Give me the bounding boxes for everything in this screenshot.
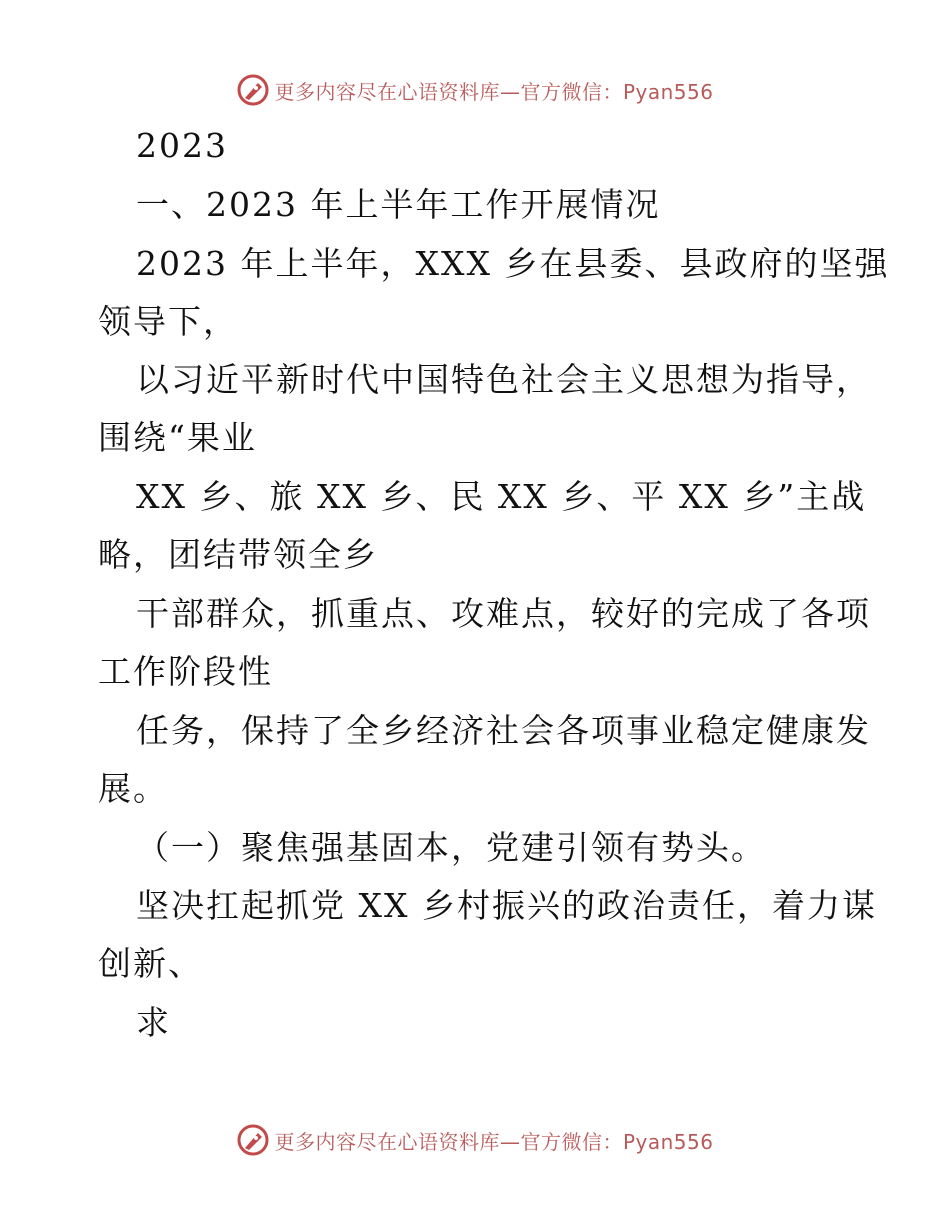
body-line: 领导下， — [98, 302, 238, 341]
body-line: 以习近平新时代中国特色社会主义思想为指导， — [136, 360, 871, 399]
body-line: 工作阶段性 — [98, 652, 273, 691]
body-line: 创新、 — [98, 944, 203, 983]
body-line: 任务，保持了全乡经济社会各项事业稳定健康发 — [136, 711, 871, 750]
body-line: 围绕“果业 — [98, 418, 257, 457]
body-line: 2023 年上半年，XXX 乡在县委、县政府的坚强 — [136, 244, 890, 283]
body-line: 干部群众，抓重点、攻难点，较好的完成了各项 — [136, 594, 871, 633]
header-watermark — [0, 70, 950, 110]
watermark-text: 更多内容尽在心语资料库—官方微信：Pyan556 — [274, 79, 714, 104]
pen-nib-logo-icon — [236, 1123, 270, 1157]
section-heading: 一、2023 年上半年工作开展情况 — [136, 185, 661, 224]
subsection-heading: （一）聚焦强基固本，党建引领有势头。 — [136, 828, 766, 867]
footer-watermark — [0, 1120, 950, 1160]
body-line: 略，团结带领全乡 — [98, 535, 378, 574]
doc-year-heading: 2023 — [136, 126, 228, 165]
watermark-text: 更多内容尽在心语资料库—官方微信：Pyan556 — [274, 1129, 714, 1154]
body-line: 展。 — [98, 769, 168, 808]
body-line: 求 — [136, 1003, 171, 1042]
body-line: XX 乡、旅 XX 乡、民 XX 乡、平 XX 乡”主战 — [136, 477, 867, 516]
body-line: 坚决扛起抓党 XX 乡村振兴的政治责任，着力谋 — [136, 886, 877, 925]
pen-nib-logo-icon — [236, 73, 270, 107]
